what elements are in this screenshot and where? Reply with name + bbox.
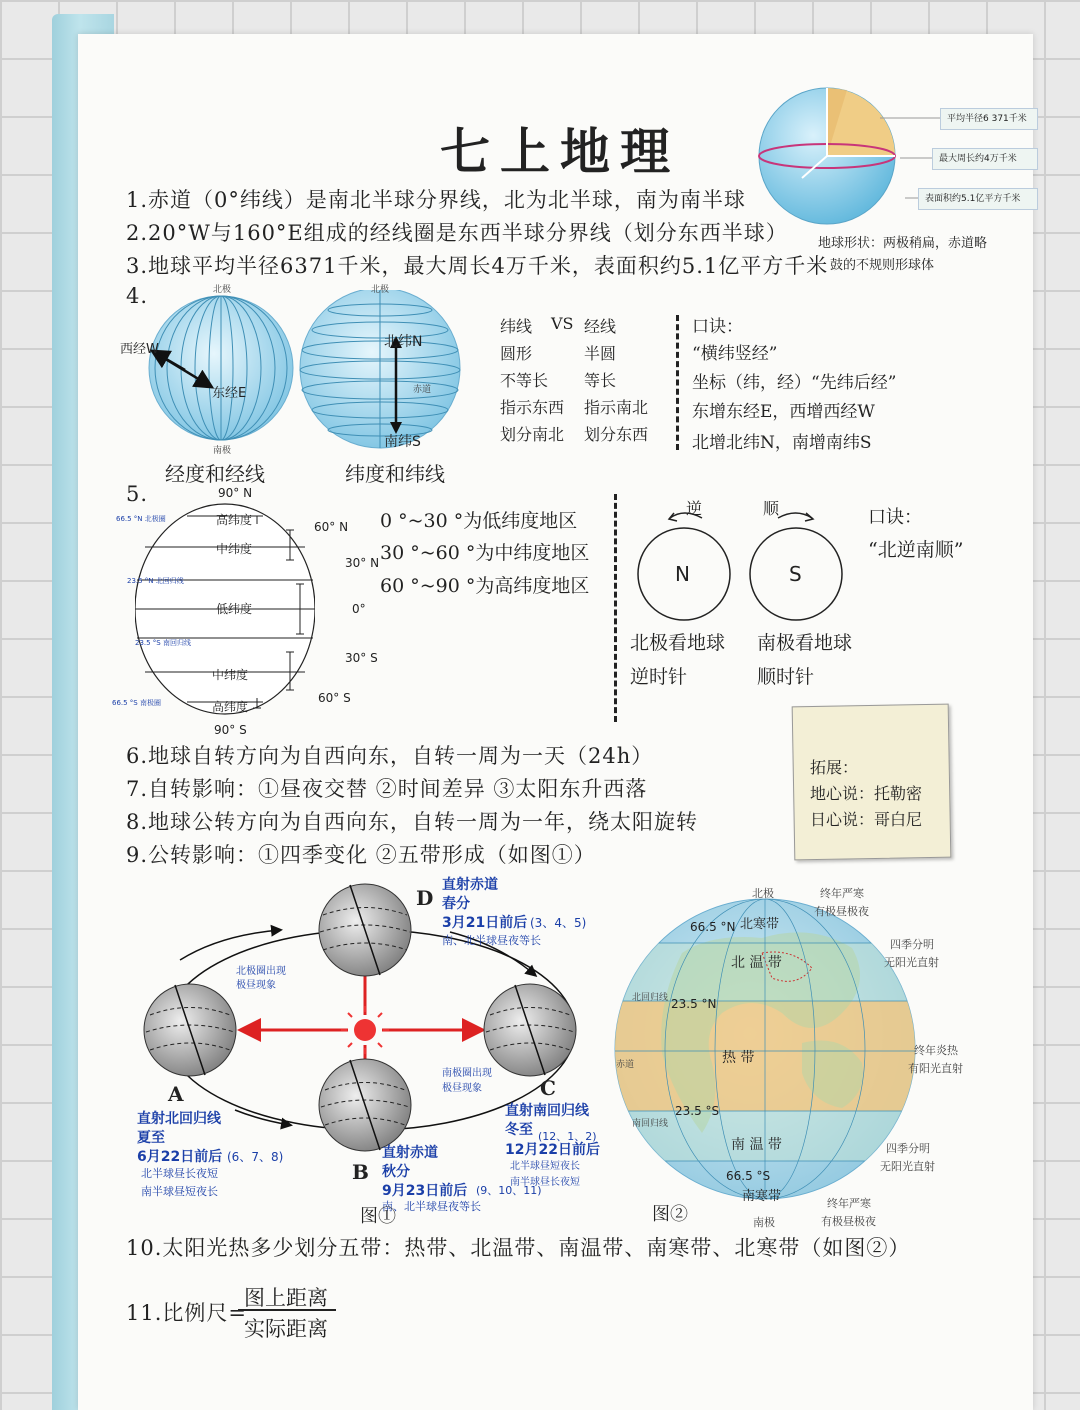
scale-denominator: 实际距离 — [244, 1317, 328, 1341]
lat-bottom: 90° S — [214, 723, 247, 737]
earth-shape-note-1: 地球形状：两极稍扁，赤道略 — [818, 236, 988, 251]
south-latitude-label: 南纬S — [384, 434, 421, 450]
compare-row-1-lat: 圆形 — [500, 344, 533, 363]
zone-mid-s: 中纬度 — [212, 668, 249, 682]
mnemonic-line-1: “横纬竖经” — [692, 344, 778, 364]
south-direction-label: 顺时针 — [757, 666, 815, 688]
globe-label-area: 表面积约5.1亿平方千米 — [918, 188, 1038, 210]
point-11-prefix: 11.比例尺= — [126, 1301, 247, 1325]
north-direction-label: 逆时针 — [630, 666, 688, 688]
north-pole-circle-label: N — [675, 562, 690, 586]
orbit-b-line-3: 9月23日前后 — [382, 1183, 468, 1199]
south-pole-circle-label: S — [789, 562, 802, 586]
zones-r1a: 终年严寒 — [820, 887, 864, 900]
extension-title: 拓展： — [810, 758, 859, 777]
south-polar-day-2: 极昼现象 — [442, 1083, 482, 1094]
tropic-cancer-label: 23.5 °N 北回归线 — [127, 577, 184, 585]
orbit-a-line-1: 直射北回归线 — [137, 1111, 221, 1127]
mnemonic-title: 口诀： — [692, 317, 743, 337]
divider-1 — [676, 315, 679, 450]
mnemonic-line-3: 东增东经E，西增西经W — [692, 402, 875, 422]
north-polar-day-2: 极昼现象 — [236, 980, 276, 991]
point-1: 1.赤道（0°纬线）是南北半球分界线，北为北半球，南为南半球 — [126, 188, 746, 212]
south-view-label: 南极看地球 — [757, 632, 853, 654]
zones-tropic-s-lat: 23.5 °S — [675, 1104, 720, 1118]
lon-globe-south: 南极 — [213, 446, 232, 456]
rotation-mnemonic-title: 口诀： — [868, 507, 922, 528]
mnemonic-line-2: 坐标（纬，经）“先纬后经” — [692, 373, 897, 393]
zones-north-pole: 北极 — [752, 887, 774, 900]
point-3: 3.地球平均半径6371千米，最大周长4万千米，表面积约5.1亿平方千米 — [126, 254, 829, 278]
lat-60s: 60° S — [318, 691, 351, 705]
lat-0: 0° — [352, 602, 366, 616]
point-6: 6.地球自转方向为自西向东，自转一周为一天（24h） — [126, 744, 654, 768]
orbit-letter-c: C — [540, 1076, 556, 1100]
zones-tropic-n-name: 北回归线 — [632, 993, 669, 1003]
north-view-label: 北极看地球 — [630, 632, 726, 654]
rotation-mnemonic-text: “北逆南顺” — [868, 539, 964, 561]
orbit-c-line-2: 冬至 — [505, 1122, 533, 1138]
lat-desc-2: 30 °~60 °为中纬度地区 — [380, 542, 590, 564]
orbit-d-line-3: 3月21日前后 — [442, 915, 528, 931]
page-title: 七上地理 — [440, 122, 680, 181]
orbit-letter-b: B — [352, 1160, 369, 1184]
point-9: 9.公转影响：①四季变化 ②五带形成（如图①） — [126, 843, 596, 867]
compare-row-3-lat: 指示东西 — [500, 398, 565, 417]
globe-label-circumference: 最大周长约4万千米 — [932, 148, 1038, 170]
orbit-c-line-4: 北半球昼短夜长 — [510, 1161, 580, 1172]
orbit-letter-d: D — [416, 886, 434, 910]
zones-r4b: 无阳光直射 — [880, 1160, 935, 1173]
latitude-globe — [296, 290, 466, 450]
figure-1-caption: 图① — [360, 1206, 396, 1227]
lat-30n: 30° N — [345, 556, 380, 570]
orbit-b-months: (9、10、11) — [476, 1184, 542, 1197]
compare-header-lat: 纬线 — [500, 317, 533, 336]
zones-r5a: 终年严寒 — [827, 1197, 871, 1210]
zones-r2a: 四季分明 — [890, 938, 934, 951]
compare-header-vs: VS — [551, 314, 574, 333]
west-longitude-label: 西经W — [120, 342, 159, 357]
zones-antarctic-lat: 66.5 °S — [726, 1169, 771, 1183]
zones-r5b: 有极昼极夜 — [821, 1215, 876, 1228]
zones-r2b: 无阳光直射 — [884, 956, 939, 969]
orbit-a-line-5: 南半球昼短夜长 — [141, 1185, 218, 1198]
zones-north-temperate: 北 温 带 — [731, 955, 782, 971]
orbit-c-line-1: 直射南回归线 — [505, 1103, 589, 1119]
zones-north-frigid: 北寒带 — [740, 917, 780, 932]
antarctic-circle-label: 66.5 °S 南极圈 — [112, 699, 161, 707]
arctic-circle-label: 66.5 °N 北极圈 — [116, 515, 166, 523]
south-polar-day-1: 南极圈出现 — [442, 1068, 492, 1079]
lon-globe-north: 北极 — [213, 285, 232, 295]
compare-row-2-lat: 不等长 — [500, 371, 549, 390]
point-2: 2.20°W与160°E组成的经线圈是东西半球分界线（划分东西半球） — [126, 221, 788, 245]
cw-label: 顺 — [763, 499, 780, 518]
zones-arctic-lat: 66.5 °N — [690, 920, 736, 934]
orbit-d-line-2: 春分 — [442, 896, 470, 912]
orbit-d-months: (3、4、5) — [530, 916, 587, 930]
zones-south-frigid: 南寒带 — [742, 1189, 782, 1204]
latitude-caption: 纬度和纬线 — [345, 462, 445, 486]
point-4: 4. — [126, 284, 149, 308]
compare-header-lon: 经线 — [584, 317, 617, 336]
zones-r1b: 有极昼极夜 — [814, 905, 869, 918]
globe-label-radius: 平均半径6 371千米 — [940, 108, 1038, 130]
longitude-caption: 经度和经线 — [165, 462, 265, 486]
scale-numerator: 图上距离 — [244, 1286, 328, 1310]
lat-globe-equator: 赤道 — [413, 385, 432, 395]
zones-south-temperate: 南 温 带 — [731, 1137, 782, 1153]
point-5: 5. — [126, 482, 149, 506]
orbit-c-line-3: 12月22日前后 — [505, 1142, 600, 1158]
extension-line-2: 日心说：哥白尼 — [810, 810, 923, 829]
compare-row-1-lon: 半圆 — [584, 344, 617, 363]
zones-tropic-n-lat: 23.5 °N — [671, 997, 717, 1011]
zones-r3b: 有阳光直射 — [908, 1062, 963, 1075]
compare-row-3-lon: 指示南北 — [584, 398, 649, 417]
east-longitude-label: 东经E — [212, 386, 247, 401]
orbit-a-line-2: 夏至 — [137, 1130, 165, 1146]
rotation-circles — [632, 492, 852, 627]
zones-tropical: 热 带 — [722, 1050, 755, 1066]
five-zones-globe — [612, 893, 918, 1208]
zone-mid-n: 中纬度 — [216, 542, 253, 556]
lat-globe-north: 北极 — [371, 285, 390, 295]
zone-high-n: 高纬度 — [216, 513, 253, 527]
lat-30s: 30° S — [345, 651, 378, 665]
compare-row-4-lon: 划分东西 — [584, 425, 649, 444]
orbit-b-line-2: 秋分 — [382, 1164, 410, 1180]
fraction-bar — [238, 1309, 336, 1311]
orbit-c-line-5: 南半球昼长夜短 — [510, 1177, 580, 1188]
compare-row-2-lon: 等长 — [584, 371, 617, 390]
orbit-d-line-1: 直射赤道 — [442, 877, 498, 893]
zones-r4a: 四季分明 — [886, 1142, 930, 1155]
point-7: 7.自转影响：①昼夜交替 ②时间差异 ③太阳东升西落 — [126, 777, 648, 801]
orbit-a-months: (6、7、8) — [227, 1150, 284, 1164]
lat-desc-3: 60 °~90 °为高纬度地区 — [380, 575, 590, 597]
lat-desc-1: 0 °~30 °为低纬度地区 — [380, 510, 578, 532]
extension-line-1: 地心说：托勒密 — [810, 784, 923, 803]
point-8: 8.地球公转方向为自西向东，自转一周为一年，绕太阳旋转 — [126, 810, 699, 834]
zones-equator: 赤道 — [616, 1060, 635, 1070]
mnemonic-line-4: 北增北纬N，南增南纬S — [692, 433, 872, 453]
compare-row-4-lat: 划分南北 — [500, 425, 565, 444]
orbit-a-line-3: 6月22日前后 — [137, 1149, 223, 1165]
zone-low: 低纬度 — [216, 602, 253, 616]
zone-high-s: 高纬度 — [212, 700, 249, 714]
orbit-b-line-4: 南、北半球昼夜等长 — [382, 1200, 481, 1213]
figure-2-caption: 图② — [652, 1204, 688, 1225]
zones-south-pole: 南极 — [753, 1216, 775, 1229]
point-10: 10.太阳光热多少划分五带：热带、北温带、南温带、南寒带、北寒带（如图②） — [126, 1236, 911, 1260]
north-polar-day-1: 北极圈出现 — [236, 966, 286, 977]
orbit-b-line-1: 直射赤道 — [382, 1145, 438, 1161]
north-latitude-label: 北纬N — [384, 334, 423, 350]
lat-60n: 60° N — [314, 520, 349, 534]
orbit-c-months: (12、1、2) — [538, 1130, 597, 1143]
zones-r3a: 终年炎热 — [914, 1044, 958, 1057]
lat-top: 90° N — [218, 486, 253, 500]
ccw-label: 逆 — [686, 499, 703, 518]
orbit-letter-a: A — [168, 1082, 184, 1106]
earth-shape-note-2: 鼓的不规则形球体 — [830, 258, 935, 273]
tropic-capricorn-label: 23.5 °S 南回归线 — [135, 639, 191, 647]
orbit-d-line-4: 南、北半球昼夜等长 — [442, 934, 541, 947]
zones-tropic-s-name: 南回归线 — [632, 1119, 669, 1129]
divider-2 — [614, 494, 617, 722]
orbit-a-line-4: 北半球昼长夜短 — [141, 1167, 218, 1180]
globe-label-leaders — [880, 110, 942, 210]
